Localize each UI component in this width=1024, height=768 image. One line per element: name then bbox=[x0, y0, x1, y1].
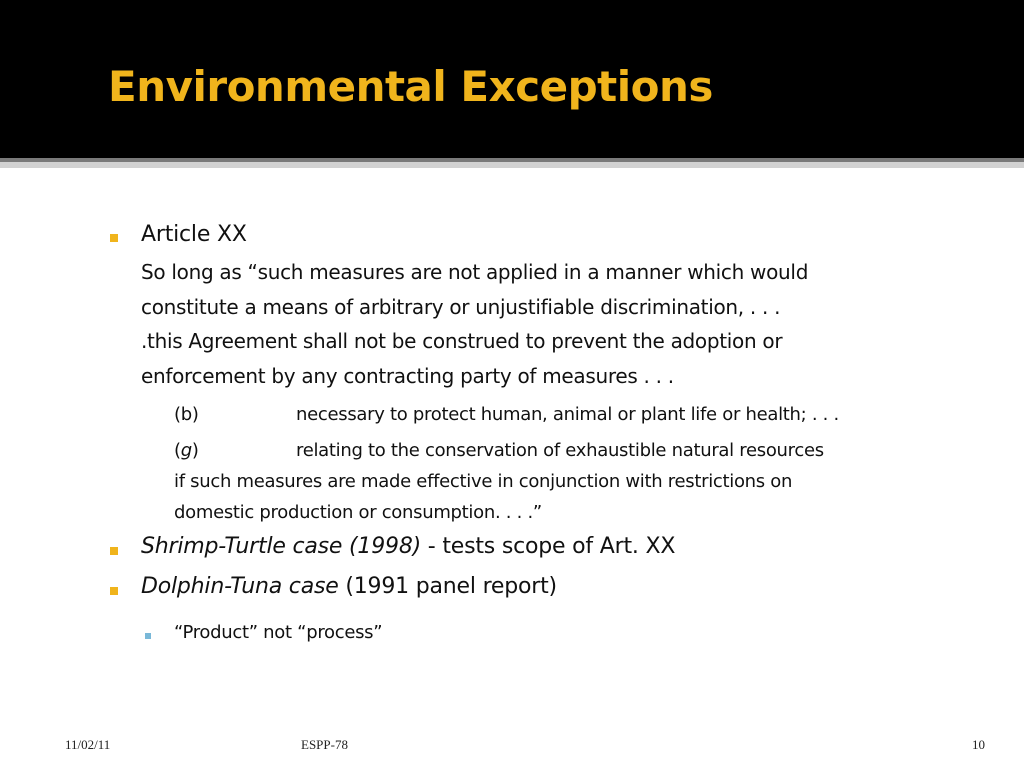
footer-date: 11/02/11 bbox=[65, 737, 111, 752]
clause-g-italic-letter: g bbox=[180, 440, 192, 461]
slide-title: Environmental Exceptions bbox=[108, 62, 713, 111]
clause-g-close: ) bbox=[191, 440, 199, 461]
clause-b-letter: (b) bbox=[174, 404, 199, 425]
dolphin-tuna-rest: (1991 panel report) bbox=[338, 574, 557, 599]
footer-page-number: 10 bbox=[972, 737, 985, 752]
quote-line-4: enforcement by any contracting party of measures . . . bbox=[141, 364, 674, 388]
quote-line-3: .this Agreement shall not be construed to prevent the adoption or bbox=[141, 329, 783, 353]
shrimp-turtle-rest: - tests scope of Art. XX bbox=[421, 534, 676, 559]
footer-center: ESPP-78 bbox=[301, 737, 348, 752]
clause-g-text: relating to the conservation of exhaustible natural resources bbox=[296, 440, 824, 461]
dolphin-tuna-item bbox=[141, 574, 557, 599]
shrimp-turtle-case-name: Shrimp-Turtle case (1998) bbox=[141, 534, 422, 559]
article-label: Article XX bbox=[141, 222, 247, 247]
clause-g-continuation-2: domestic production or consumption. . . .” bbox=[174, 502, 542, 523]
bullet-marker bbox=[110, 587, 118, 595]
clause-g-letter bbox=[174, 440, 199, 461]
dolphin-tuna-case-name: Dolphin-Tuna case bbox=[141, 574, 339, 599]
clause-g-continuation-1: if such measures are made effective in conjunction with restrictions on bbox=[174, 471, 793, 492]
divider-light bbox=[0, 162, 1024, 168]
quote-line-2: constitute a means of arbitrary or unjustifiable discrimination, . . . bbox=[141, 295, 781, 319]
quote-line-1: So long as “such measures are not applied in a manner which would bbox=[141, 260, 809, 284]
clause-b-text: necessary to protect human, animal or plant life or health; . . . bbox=[296, 404, 839, 425]
bullet-marker bbox=[110, 234, 118, 242]
shrimp-turtle-item bbox=[141, 534, 675, 559]
clause-g-open: ( bbox=[174, 440, 181, 461]
title-bar bbox=[0, 0, 1024, 158]
sub-bullet-marker bbox=[145, 633, 151, 639]
bullet-marker bbox=[110, 547, 118, 555]
product-process-item: “Product” not “process” bbox=[174, 622, 383, 643]
